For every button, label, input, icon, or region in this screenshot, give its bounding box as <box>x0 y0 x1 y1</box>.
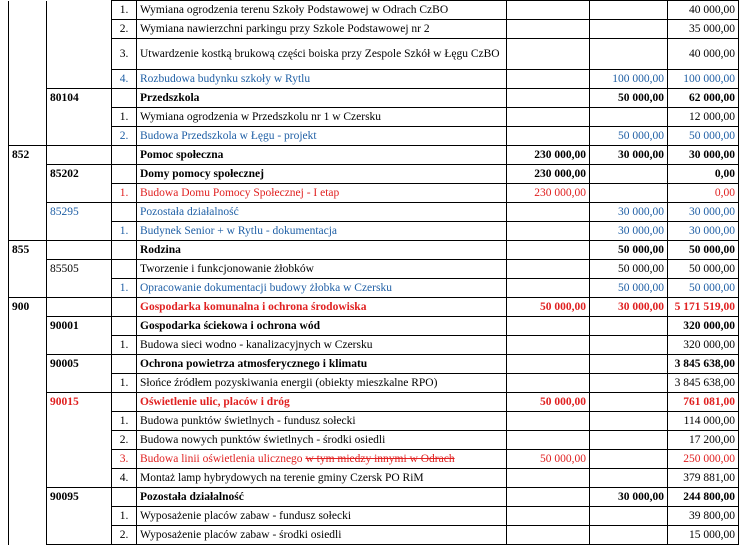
dzial-cell <box>9 108 47 127</box>
name-cell: Oświetlenie ulic, placów i dróg <box>137 393 507 412</box>
rozdzial-cell: 90001 <box>47 317 112 336</box>
table-row <box>9 507 739 526</box>
dzial-cell <box>9 203 47 222</box>
name-cell <box>137 450 507 469</box>
table-row <box>9 336 739 355</box>
rozdzial-cell <box>47 450 112 469</box>
amount-cell-1 <box>507 70 590 89</box>
amount-cell-1 <box>507 241 590 260</box>
rozdzial-cell <box>47 298 112 317</box>
lp-cell: 3. <box>112 450 137 469</box>
amount-cell-2: 30 000,00 <box>590 222 668 241</box>
amount-cell-3: 62 000,00 <box>668 89 739 108</box>
amount-cell-3: 244 800,00 <box>668 488 739 507</box>
amount-cell-3: 320 000,00 <box>668 317 739 336</box>
name-cell: Słońce źródłem pozyskiwania energii (obiekty mieszkalne RPO) <box>137 374 507 393</box>
table-row <box>9 469 739 488</box>
amount-cell-2 <box>590 165 668 184</box>
table-row <box>9 146 739 165</box>
amount-cell-1 <box>507 127 590 146</box>
lp-cell: 1. <box>112 336 137 355</box>
dzial-cell <box>9 507 47 526</box>
rozdzial-cell <box>47 526 112 545</box>
amount-cell-2 <box>590 507 668 526</box>
table-row <box>9 298 739 317</box>
name-cell: Domy pomocy społecznej <box>137 165 507 184</box>
amount-cell-1: 50 000,00 <box>507 450 590 469</box>
amount-cell-3: 35 000,00 <box>668 20 739 39</box>
table-row <box>9 450 739 469</box>
amount-cell-2: 50 000,00 <box>590 241 668 260</box>
table-row <box>9 127 739 146</box>
table-row <box>9 241 739 260</box>
amount-cell-3: 114 000,00 <box>668 412 739 431</box>
name-cell: Pomoc społeczna <box>137 146 507 165</box>
lp-cell <box>112 203 137 222</box>
amount-cell-3: 50 000,00 <box>668 127 739 146</box>
rozdzial-cell <box>47 1 112 20</box>
lp-cell: 2. <box>112 431 137 450</box>
name-cell: Ochrona powietrza atmosferycznego i klimatu <box>137 355 507 374</box>
dzial-cell <box>9 317 47 336</box>
amount-cell-2 <box>590 108 668 127</box>
amount-cell-1 <box>507 431 590 450</box>
amount-cell-3: 50 000,00 <box>668 260 739 279</box>
amount-cell-2 <box>590 317 668 336</box>
lp-cell: 1. <box>112 222 137 241</box>
dzial-cell <box>9 165 47 184</box>
table-row <box>9 108 739 127</box>
name-cell: Tworzenie i funkcjonowanie żłobków <box>137 260 507 279</box>
amount-cell-2 <box>590 412 668 431</box>
dzial-cell <box>9 526 47 545</box>
lp-cell <box>112 260 137 279</box>
name-cell: Wyposażenie placów zabaw - fundusz sołecki <box>137 507 507 526</box>
amount-cell-1: 230 000,00 <box>507 146 590 165</box>
table-row <box>9 70 739 89</box>
amount-cell-1 <box>507 260 590 279</box>
amount-cell-2 <box>590 393 668 412</box>
rozdzial-cell: 85202 <box>47 165 112 184</box>
name-cell: Montaż lamp hybrydowych na terenie gminy Czersk PO RiM <box>137 469 507 488</box>
amount-cell-3: 40 000,00 <box>668 1 739 20</box>
dzial-cell: 852 <box>9 146 47 165</box>
amount-cell-3: 17 200,00 <box>668 431 739 450</box>
name-cell: Pozostała działalność <box>137 488 507 507</box>
lp-cell: 4. <box>112 70 137 89</box>
amount-cell-3: 761 081,00 <box>668 393 739 412</box>
amount-cell-3: 50 000,00 <box>668 279 739 298</box>
name-cell: Wyposażenie placów zabaw - środki osiedli <box>137 526 507 545</box>
lp-cell <box>112 146 137 165</box>
dzial-cell <box>9 412 47 431</box>
amount-cell-2: 30 000,00 <box>590 298 668 317</box>
rozdzial-cell <box>47 127 112 146</box>
table-row <box>9 39 739 70</box>
lp-cell: 2. <box>112 127 137 146</box>
dzial-cell <box>9 89 47 108</box>
rozdzial-cell <box>47 336 112 355</box>
lp-cell: 2. <box>112 526 137 545</box>
name-cell: Opracowanie dokumentacji budowy żłobka w Czersku <box>137 279 507 298</box>
amount-cell-2 <box>590 526 668 545</box>
table-row <box>9 1 739 20</box>
dzial-cell <box>9 488 47 507</box>
rozdzial-cell <box>47 241 112 260</box>
lp-cell <box>112 298 137 317</box>
amount-cell-2 <box>590 20 668 39</box>
amount-cell-3: 250 000,00 <box>668 450 739 469</box>
amount-cell-3: 50 000,00 <box>668 241 739 260</box>
amount-cell-2 <box>590 39 668 70</box>
amount-cell-3: 15 000,00 <box>668 526 739 545</box>
amount-cell-3: 5 171 519,00 <box>668 298 739 317</box>
table-row <box>9 89 739 108</box>
rozdzial-cell: 85295 <box>47 203 112 222</box>
struck-text: w tym miedzy innymi w Odrach <box>305 452 455 465</box>
rozdzial-cell <box>47 279 112 298</box>
dzial-cell <box>9 355 47 374</box>
amount-cell-2 <box>590 431 668 450</box>
lp-cell <box>112 317 137 336</box>
lp-cell: 1. <box>112 412 137 431</box>
amount-cell-3: 30 000,00 <box>668 203 739 222</box>
amount-cell-2: 30 000,00 <box>590 146 668 165</box>
amount-cell-2: 100 000,00 <box>590 70 668 89</box>
dzial-cell <box>9 39 47 70</box>
rozdzial-cell <box>47 222 112 241</box>
rozdzial-cell <box>47 431 112 450</box>
lp-cell <box>112 488 137 507</box>
amount-cell-1 <box>507 1 590 20</box>
rozdzial-cell: 90095 <box>47 488 112 507</box>
amount-cell-1 <box>507 374 590 393</box>
amount-cell-2: 30 000,00 <box>590 488 668 507</box>
lp-cell: 1. <box>112 279 137 298</box>
lp-cell: 2. <box>112 20 137 39</box>
name-cell: Rozbudowa budynku szkoły w Rytlu <box>137 70 507 89</box>
amount-cell-1 <box>507 317 590 336</box>
amount-cell-1 <box>507 222 590 241</box>
table-row <box>9 222 739 241</box>
rozdzial-cell <box>47 146 112 165</box>
rozdzial-cell: 80104 <box>47 89 112 108</box>
dzial-cell <box>9 469 47 488</box>
amount-cell-2 <box>590 469 668 488</box>
amount-cell-1 <box>507 412 590 431</box>
name-cell: Utwardzenie kostką brukową części boiska przy Zespole Szkół w Łęgu CzBO <box>137 39 507 70</box>
dzial-cell <box>9 20 47 39</box>
table-row <box>9 20 739 39</box>
name-cell: Budowa sieci wodno - kanalizacyjnych w Czersku <box>137 336 507 355</box>
table-row <box>9 165 739 184</box>
rozdzial-cell: 90005 <box>47 355 112 374</box>
name-cell: Budynek Senior + w Rytlu - dokumentacja <box>137 222 507 241</box>
name-cell: Budowa Domu Pomocy Społecznej - I etap <box>137 184 507 203</box>
amount-cell-3: 3 845 638,00 <box>668 374 739 393</box>
amount-cell-2: 50 000,00 <box>590 127 668 146</box>
lp-cell <box>112 393 137 412</box>
amount-cell-2 <box>590 336 668 355</box>
dzial-cell: 900 <box>9 298 47 317</box>
amount-cell-1 <box>507 89 590 108</box>
table-row <box>9 488 739 507</box>
amount-cell-1 <box>507 203 590 222</box>
amount-cell-3: 30 000,00 <box>668 222 739 241</box>
dzial-cell <box>9 222 47 241</box>
dzial-cell <box>9 279 47 298</box>
amount-cell-1 <box>507 355 590 374</box>
table-row <box>9 393 739 412</box>
table-row <box>9 184 739 203</box>
table-row <box>9 279 739 298</box>
name-cell: Wymiana nawierzchni parkingu przy Szkole Podstawowej nr 2 <box>137 20 507 39</box>
rozdzial-cell <box>47 374 112 393</box>
amount-cell-3: 30 000,00 <box>668 146 739 165</box>
rozdzial-cell: 85505 <box>47 260 112 279</box>
amount-cell-1: 50 000,00 <box>507 298 590 317</box>
lp-cell: 1. <box>112 374 137 393</box>
rozdzial-cell <box>47 20 112 39</box>
lp-cell: 1. <box>112 1 137 20</box>
amount-cell-2 <box>590 355 668 374</box>
name-cell: Rodzina <box>137 241 507 260</box>
amount-cell-2 <box>590 184 668 203</box>
amount-cell-1 <box>507 108 590 127</box>
dzial-cell <box>9 374 47 393</box>
dzial-cell: 855 <box>9 241 47 260</box>
rozdzial-cell <box>47 184 112 203</box>
amount-cell-3: 39 800,00 <box>668 507 739 526</box>
amount-cell-3: 320 000,00 <box>668 336 739 355</box>
rozdzial-cell: 90015 <box>47 393 112 412</box>
amount-cell-2 <box>590 450 668 469</box>
amount-cell-2: 50 000,00 <box>590 89 668 108</box>
budget-table <box>8 0 739 545</box>
name-text: Budowa linii oświetlenia ulicznego <box>140 452 303 465</box>
rozdzial-cell <box>47 39 112 70</box>
amount-cell-1 <box>507 507 590 526</box>
dzial-cell <box>9 450 47 469</box>
rozdzial-cell <box>47 507 112 526</box>
dzial-cell <box>9 260 47 279</box>
lp-cell <box>112 165 137 184</box>
dzial-cell <box>9 70 47 89</box>
amount-cell-1 <box>507 469 590 488</box>
amount-cell-2: 30 000,00 <box>590 203 668 222</box>
name-cell: Przedszkola <box>137 89 507 108</box>
amount-cell-3: 0,00 <box>668 184 739 203</box>
amount-cell-3: 3 845 638,00 <box>668 355 739 374</box>
dzial-cell <box>9 184 47 203</box>
table-row <box>9 317 739 336</box>
amount-cell-1: 230 000,00 <box>507 165 590 184</box>
amount-cell-3: 0,00 <box>668 165 739 184</box>
lp-cell <box>112 89 137 108</box>
amount-cell-1 <box>507 488 590 507</box>
name-cell: Pozostała działalność <box>137 203 507 222</box>
dzial-cell <box>9 431 47 450</box>
dzial-cell <box>9 393 47 412</box>
table-row <box>9 260 739 279</box>
lp-cell <box>112 355 137 374</box>
name-cell: Budowa nowych punktów świetlnych - środki osiedli <box>137 431 507 450</box>
amount-cell-3: 379 881,00 <box>668 469 739 488</box>
lp-cell: 1. <box>112 108 137 127</box>
dzial-cell <box>9 1 47 20</box>
name-cell: Wymiana ogrodzenia terenu Szkoły Podstawowej w Odrach CzBO <box>137 1 507 20</box>
amount-cell-1 <box>507 39 590 70</box>
lp-cell: 1. <box>112 184 137 203</box>
name-cell: Wymiana ogrodzenia w Przedszkolu nr 1 w Czersku <box>137 108 507 127</box>
amount-cell-1 <box>507 336 590 355</box>
name-cell: Budowa Przedszkola w Łęgu - projekt <box>137 127 507 146</box>
lp-cell: 4. <box>112 469 137 488</box>
dzial-cell <box>9 127 47 146</box>
table-row <box>9 374 739 393</box>
lp-cell: 1. <box>112 507 137 526</box>
amount-cell-1 <box>507 279 590 298</box>
amount-cell-2: 50 000,00 <box>590 260 668 279</box>
amount-cell-1 <box>507 526 590 545</box>
table-row <box>9 412 739 431</box>
name-cell: Budowa punktów świetlnych - fundusz sołecki <box>137 412 507 431</box>
amount-cell-3: 40 000,00 <box>668 39 739 70</box>
dzial-cell <box>9 336 47 355</box>
table-row <box>9 526 739 545</box>
amount-cell-1: 230 000,00 <box>507 184 590 203</box>
rozdzial-cell <box>47 412 112 431</box>
table-row <box>9 431 739 450</box>
rozdzial-cell <box>47 70 112 89</box>
table-row <box>9 355 739 374</box>
amount-cell-1 <box>507 20 590 39</box>
rozdzial-cell <box>47 108 112 127</box>
amount-cell-2 <box>590 1 668 20</box>
lp-cell: 3. <box>112 39 137 70</box>
amount-cell-1: 50 000,00 <box>507 393 590 412</box>
name-cell: Gospodarka komunalna i ochrona środowiska <box>137 298 507 317</box>
amount-cell-2 <box>590 374 668 393</box>
amount-cell-3: 100 000,00 <box>668 70 739 89</box>
name-cell: Gospodarka ściekowa i ochrona wód <box>137 317 507 336</box>
table-row <box>9 203 739 222</box>
lp-cell <box>112 241 137 260</box>
amount-cell-2: 50 000,00 <box>590 279 668 298</box>
amount-cell-3: 12 000,00 <box>668 108 739 127</box>
rozdzial-cell <box>47 469 112 488</box>
